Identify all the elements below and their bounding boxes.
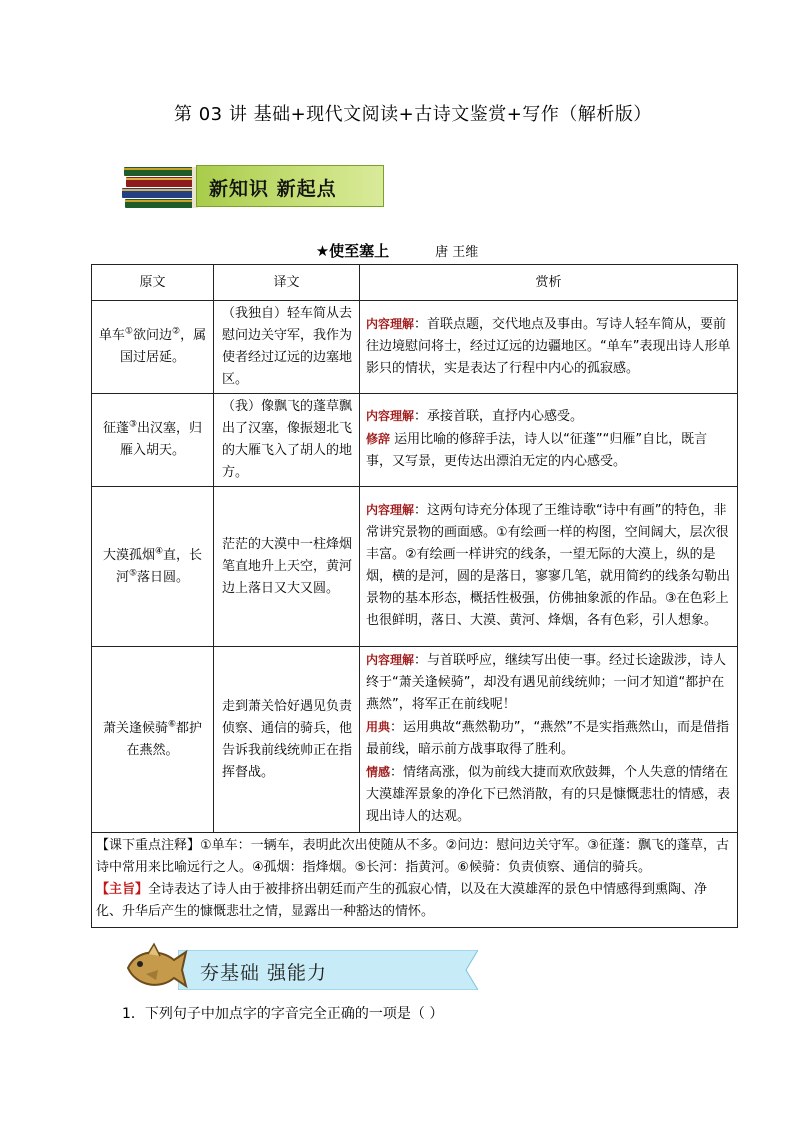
cell-original: 大漠孤烟④直，长河⑤落日圆。 xyxy=(92,487,214,647)
books-icon xyxy=(122,161,202,209)
table-row xyxy=(92,647,738,833)
theme-text: 全诗表达了诗人由于被排挤出朝廷而产生的孤寂心情，以及在大漠雄浑的景色中情感得到熏陶、净化、升华后产生的慷慨悲壮之情，显露出一种豁达的情怀。 xyxy=(96,882,708,919)
notes-cell xyxy=(92,833,738,928)
notes-text: ①单车：一辆车，表明此次出使随从不多。②问边：慰问边关守军。③征蓬：飘飞的蓬草，古诗中常用来比喻远行之人。④孤烟：指烽烟。⑤长河：指黄河。⑥候骑：负责侦察、通信的骑兵。 xyxy=(96,838,729,875)
section-banner-basics xyxy=(120,938,360,998)
notes-label: 【课下重点注释】 xyxy=(96,838,201,853)
header-translation: 译文 xyxy=(214,265,360,301)
table-row xyxy=(92,301,738,394)
cell-translation: 走到萧关恰好遇见负责侦察、通信的骑兵，他告诉我前线统帅正在指挥督战。 xyxy=(214,647,360,833)
poem-author: 唐 王维 xyxy=(435,245,479,260)
table-row xyxy=(92,394,738,487)
table-header-row xyxy=(92,265,738,301)
mascot-icon xyxy=(120,940,190,996)
poem-title: ★使至塞上 xyxy=(315,242,390,260)
cell-translation: 茫茫的大漠中一柱烽烟笔直地升上天空，黄河边上落日又大又圆。 xyxy=(214,487,360,647)
cell-translation: （我）像飘飞的蓬草飘出了汉塞，像振翅北飞的大雁飞入了胡人的地方。 xyxy=(214,394,360,487)
poem-heading xyxy=(0,240,794,261)
header-original: 原文 xyxy=(92,265,214,301)
cell-appreciation: 内容理解：与首联呼应，继续写出使一事。经过长途跋涉，诗人终于“萧关逢候骑”，却没有遇见前线统帅；一问才知道“都护在燕然”，将军正在前线呢！ 用典：运用典故“燕然勒功”，“燕然”不是实指燕然山，而是借指最前线，暗示前方战事取得了胜利。 情感：情绪高涨，似为前线大捷而欢欣鼓舞，个人失意的情绪在大漠雄浑景象的净化下已然消散，有的只是慷慨悲壮的情感，表现出诗人的达观。 xyxy=(360,647,738,833)
banner-text: 新知识 新起点 xyxy=(209,178,337,200)
banner-strip xyxy=(196,165,384,207)
cell-original: 萧关逢候骑⑥都护在燕然。 xyxy=(92,647,214,833)
ribbon-shape xyxy=(178,950,478,990)
theme-label: 【主旨】 xyxy=(96,882,149,897)
poem-analysis-table xyxy=(91,264,738,928)
table-row xyxy=(92,487,738,647)
page-title: 第 03 讲 基础+现代文阅读+古诗文鉴赏+写作（解析版） xyxy=(174,104,652,125)
header-appreciation: 赏析 xyxy=(360,265,738,301)
cell-original: 征蓬③出汉塞，归雁入胡天。 xyxy=(92,394,214,487)
section-banner-new-knowledge xyxy=(122,161,384,209)
cell-appreciation: 内容理解：首联点题，交代地点及事由。写诗人轻车简从，要前往边境慰问将士，经过辽远的边疆地区。“单车”表现出诗人形单影只的情状，实是表达了行程中内心的孤寂感。 xyxy=(360,301,738,394)
banner2-text: 夯基础 强能力 xyxy=(200,962,328,984)
question-1: 1．下列句子中加点字的字音完全正确的一项是（ ） xyxy=(122,1006,444,1022)
cell-appreciation: 内容理解：这两句诗充分体现了王维诗歌“诗中有画”的特色，非常讲究景物的画面感。①有绘画一样的构图，空间阔大，层次很丰富。②有绘画一样讲究的线条，一望无际的大漠上，纵的是烟，横的是河，圆的是落日，寥寥几笔，就用简约的线条勾勒出景物的基本形态，概括性极强，仿佛抽象派的作品。③在色彩上也很鲜明，落日、大漠、黄河、烽烟，各有色彩，引人想象。 xyxy=(360,487,738,647)
cell-appreciation: 内容理解：承接首联，直抒内心感受。 修辞 运用比喻的修辞手法，诗人以“征蓬”“归雁”自比，既言事，又写景，更传达出漂泊无定的内心感受。 xyxy=(360,394,738,487)
cell-translation: （我独自）轻车简从去慰问边关守军，我作为使者经过辽远的边塞地区。 xyxy=(214,301,360,394)
notes-row xyxy=(92,833,738,928)
cell-original: 单车①欲问边②，属国过居延。 xyxy=(92,301,214,394)
